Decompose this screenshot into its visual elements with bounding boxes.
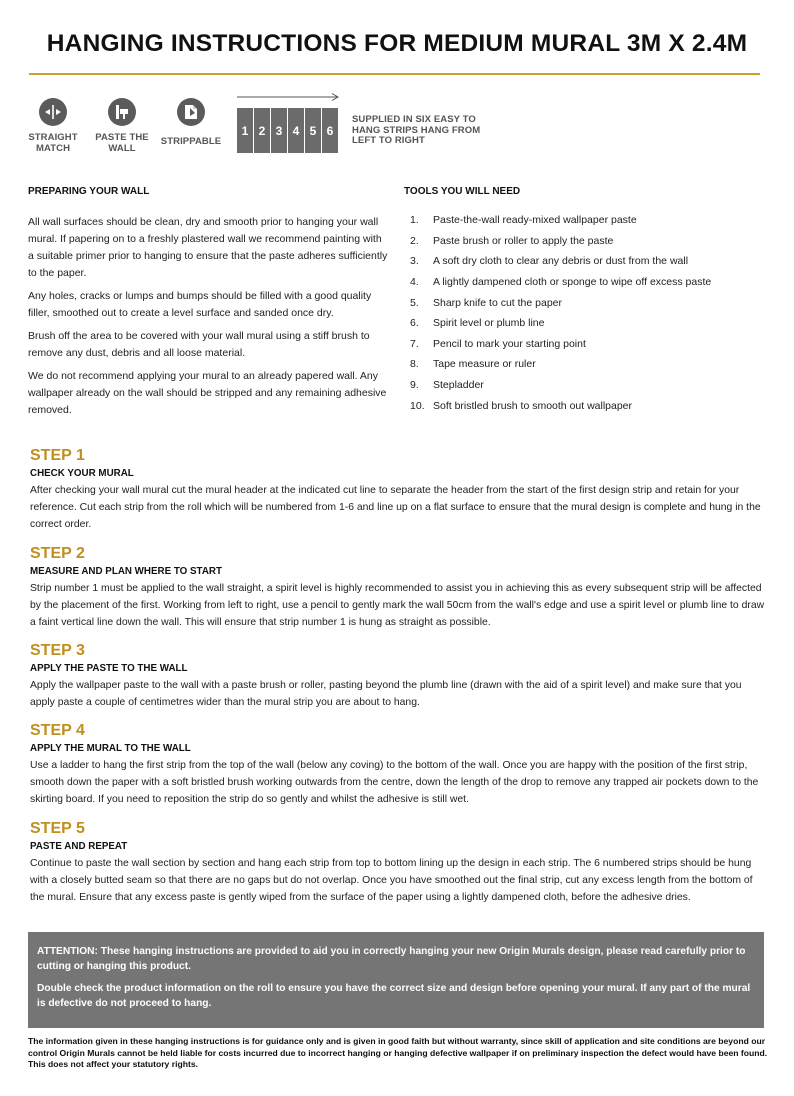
paste-the-wall-label: PASTE THE WALL (95, 132, 149, 154)
list-item (410, 272, 770, 293)
list-number: 1. (410, 214, 419, 227)
attention-box (28, 932, 764, 1028)
list-number: 9. (410, 379, 419, 392)
strips-diagram (237, 108, 338, 153)
straight-match-icon (39, 98, 67, 126)
step-subtitle: PASTE AND REPEAT (30, 841, 128, 852)
step-2 (30, 545, 766, 631)
preparing-paragraph: Any holes, cracks or lumps and bumps should be filled with a good quality filler, smoothed out to create a level surface and sanded once dry. (28, 290, 372, 319)
step-body: Continue to paste the wall section by section and hang each strip from top to bottom lining up the design in each strip. The 6 numbered strips should be hung with a closely butted seam so that there are no gaps but do not overlap. Once you have smoothed out the final strip, cut any excess length from the bottom of the mural. Ensure that any excess paste is gently wiped from the surface of the paper using a lightly dampened cloth, before the adhesive dries. (30, 858, 753, 903)
list-number: 6. (410, 317, 419, 330)
straight-match-feature (18, 98, 88, 154)
strip-number: 2 (254, 108, 271, 153)
list-item (410, 231, 770, 252)
direction-arrow-icon (237, 92, 341, 102)
list-item (410, 334, 770, 355)
list-item (410, 251, 770, 272)
attention-text: Double check the product information on the roll to ensure you have the correct size and design before opening your mural. If any part of the mural is defective do not proceed to hang. (37, 983, 751, 1009)
preparing-heading: PREPARING YOUR WALL (28, 186, 150, 197)
step-subtitle: APPLY THE MURAL TO THE WALL (30, 743, 191, 754)
list-item (410, 395, 770, 416)
disclaimer-text: The information given in these hanging instructions is for guidance only and is given in good faith but without warranty, since skill of application and site conditions are beyond our control Origin Murals cannot be held liable for costs incurred due to incorrect hanging or hanging defective wallpaper if on preliminary inspection the defect would have been found. This does not affect your statutory rights. (28, 1036, 768, 1070)
list-item (410, 375, 770, 396)
step-title: STEP 2 (30, 545, 85, 562)
list-text: A soft dry cloth to clear any debris or dust from the wall (433, 255, 689, 268)
strippable-feature (156, 98, 226, 147)
step-body: Apply the wallpaper paste to the wall with a paste brush or roller, pasting beyond the plumb line (drawn with the aid of a spirit level) and make sure that you apply paste a couple of centimetres wider than the mural strip you are about to hang. (30, 680, 742, 708)
strip-number: 5 (305, 108, 322, 153)
list-text: Stepladder (433, 379, 484, 392)
preparing-paragraph: All wall surfaces should be clean, dry and smooth prior to hanging your wall mural. If papering on to a freshly plastered wall we recommend painting with a suitable primer prior to hanging to ensure that the paste adheres sufficiently to the paper. (28, 216, 388, 279)
step-1 (30, 447, 766, 533)
tools-heading: TOOLS YOU WILL NEED (404, 186, 521, 197)
preparing-paragraph: Brush off the area to be covered with your wall mural using a stiff brush to remove any dust, debris and all loose material. (28, 330, 370, 359)
paste-the-wall-feature (87, 98, 157, 154)
list-number: 8. (410, 358, 419, 371)
strippable-label: STRIPPABLE (160, 136, 222, 147)
strip-number: 1 (237, 108, 254, 153)
step-subtitle: APPLY THE PASTE TO THE WALL (30, 663, 188, 674)
list-number: 10. (410, 399, 425, 412)
list-text: Tape measure or ruler (433, 358, 536, 371)
step-title: STEP 1 (30, 447, 85, 464)
list-number: 3. (410, 255, 419, 268)
title-divider (29, 73, 760, 75)
page-title: HANGING INSTRUCTIONS FOR MEDIUM MURAL 3M X 2.4M (46, 30, 748, 57)
preparing-section (28, 214, 388, 425)
step-5 (30, 820, 766, 906)
preparing-paragraph: We do not recommend applying your mural to an already papered wall. Any wallpaper already on the wall should be stripped and any remaining adhesive removed. (28, 370, 387, 416)
step-subtitle: CHECK YOUR MURAL (30, 468, 134, 479)
list-text: Sharp knife to cut the paper (433, 296, 562, 309)
step-title: STEP 4 (30, 722, 85, 739)
list-item (410, 354, 770, 375)
attention-text: ATTENTION: These hanging instructions are provided to aid you in correctly hanging your new Origin Murals design, please read carefully prior to cutting or hanging this product. (37, 946, 746, 972)
list-text: Spirit level or plumb line (433, 317, 545, 330)
step-subtitle: MEASURE AND PLAN WHERE TO START (30, 566, 222, 577)
strip-number: 3 (271, 108, 288, 153)
list-text: Paste brush or roller to apply the paste (433, 234, 614, 247)
tools-list (410, 210, 770, 416)
step-title: STEP 5 (30, 820, 85, 837)
step-body: Use a ladder to hang the first strip from the top of the wall (below any coving) to the bottom of the wall. Once you are happy with the position of the first strip, smooth down the paper with a soft bristled brush working outwards from the centre, down the length of the drop to remove any trapped air pockets down to the skirting board. If you need to reposition the strip do so gently and whilst the adhesive is still wet. (30, 760, 759, 805)
list-number: 2. (410, 234, 419, 247)
step-title: STEP 3 (30, 642, 85, 659)
strip-number: 6 (322, 108, 338, 153)
list-number: 4. (410, 276, 419, 289)
step-4 (30, 722, 766, 808)
list-text: A lightly dampened cloth or sponge to wipe off excess paste (433, 276, 712, 289)
paste-the-wall-icon (108, 98, 136, 126)
list-text: Pencil to mark your starting point (433, 337, 586, 350)
strip-number: 4 (288, 108, 305, 153)
step-body: After checking your wall mural cut the mural header at the indicated cut line to separate the header from the start of the first design strip and retain for your reference. Cut each strip from the roll which will be numbered from 1-6 and line up on a flat surface to ensure that the mural design is complete and hung in the correct order. (30, 485, 761, 530)
list-item (410, 210, 770, 231)
list-number: 5. (410, 296, 419, 309)
strippable-icon (177, 98, 205, 126)
list-item (410, 313, 770, 334)
list-text: Paste-the-wall ready-mixed wallpaper paste (433, 214, 637, 227)
list-item (410, 292, 770, 313)
list-text: Soft bristled brush to smooth out wallpaper (433, 399, 633, 412)
step-3 (30, 642, 766, 711)
strips-description: SUPPLIED IN SIX EASY TO HANG STRIPS HANG FROM LEFT TO RIGHT (352, 114, 481, 146)
straight-match-label: STRAIGHT MATCH (28, 132, 78, 154)
list-number: 7. (410, 337, 419, 350)
step-body: Strip number 1 must be applied to the wall straight, a spirit level is highly recommended to assist you in achieving this as every subsequent strip will be affected by the placement of the first. Working from left to right, use a pencil to gently mark the wall 50cm from the wall's edge and use a spirit level or plumb line to draw a faint vertical line down the wall. This will ensure that strip number 1 is hung as straight as possible. (30, 583, 765, 628)
